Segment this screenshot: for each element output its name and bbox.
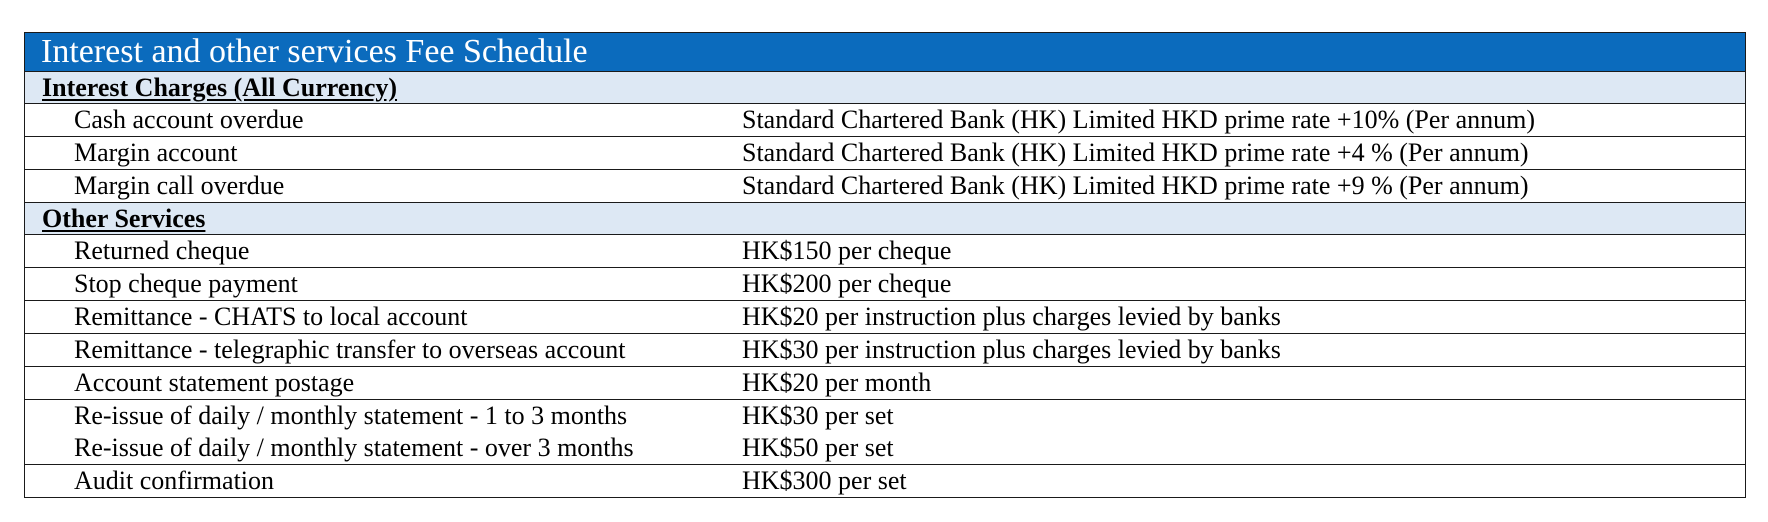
table-row bbox=[25, 136, 1745, 169]
row-label: Remittance - telegraphic transfer to overseas account bbox=[74, 335, 626, 364]
row-label: Margin call overdue bbox=[74, 171, 285, 200]
row-label: Re-issue of daily / monthly statement - over 3 months bbox=[74, 433, 634, 462]
row-label: Stop cheque payment bbox=[74, 269, 298, 298]
row-value: HK$200 per cheque bbox=[742, 269, 952, 298]
table-row bbox=[25, 300, 1745, 333]
table-row bbox=[25, 366, 1745, 399]
row-label: Account statement postage bbox=[74, 368, 355, 397]
table-row bbox=[25, 234, 1745, 267]
row-value: HK$20 per month bbox=[742, 368, 932, 397]
row-label: Cash account overdue bbox=[74, 105, 304, 134]
row-value: HK$300 per set bbox=[742, 466, 907, 495]
row-value: HK$150 per cheque bbox=[742, 236, 952, 265]
table-row bbox=[25, 267, 1745, 300]
table-row bbox=[25, 169, 1745, 202]
row-label: Re-issue of daily / monthly statement - 1 to 3 months bbox=[74, 401, 628, 430]
row-label: Margin account bbox=[74, 138, 238, 167]
row-value: HK$50 per set bbox=[742, 433, 894, 462]
table-row bbox=[25, 103, 1745, 136]
table-row bbox=[25, 432, 1745, 464]
fee-schedule-table bbox=[24, 32, 1746, 498]
row-value: Standard Chartered Bank (HK) Limited HKD prime rate +4 % (Per annum) bbox=[742, 138, 1529, 167]
row-value: Standard Chartered Bank (HK) Limited HKD prime rate +9 % (Per annum) bbox=[742, 171, 1529, 200]
section-heading: Other Services bbox=[42, 204, 206, 233]
row-label: Audit confirmation bbox=[74, 466, 275, 495]
table-row bbox=[25, 333, 1745, 366]
row-label: Returned cheque bbox=[74, 236, 250, 265]
row-value: Standard Chartered Bank (HK) Limited HKD prime rate +10% (Per annum) bbox=[742, 105, 1535, 134]
section-header-other-services bbox=[25, 202, 1745, 234]
table-row bbox=[25, 399, 1745, 432]
section-heading: Interest Charges (All Currency) bbox=[42, 73, 398, 102]
row-value: HK$30 per set bbox=[742, 401, 894, 430]
row-value: HK$30 per instruction plus charges levied by banks bbox=[742, 335, 1281, 364]
table-row bbox=[25, 464, 1745, 497]
row-value: HK$20 per instruction plus charges levied by banks bbox=[742, 302, 1281, 331]
section-header-interest-charges bbox=[25, 71, 1745, 103]
row-label: Remittance - CHATS to local account bbox=[74, 302, 468, 331]
table-title: Interest and other services Fee Schedule bbox=[25, 33, 1745, 71]
